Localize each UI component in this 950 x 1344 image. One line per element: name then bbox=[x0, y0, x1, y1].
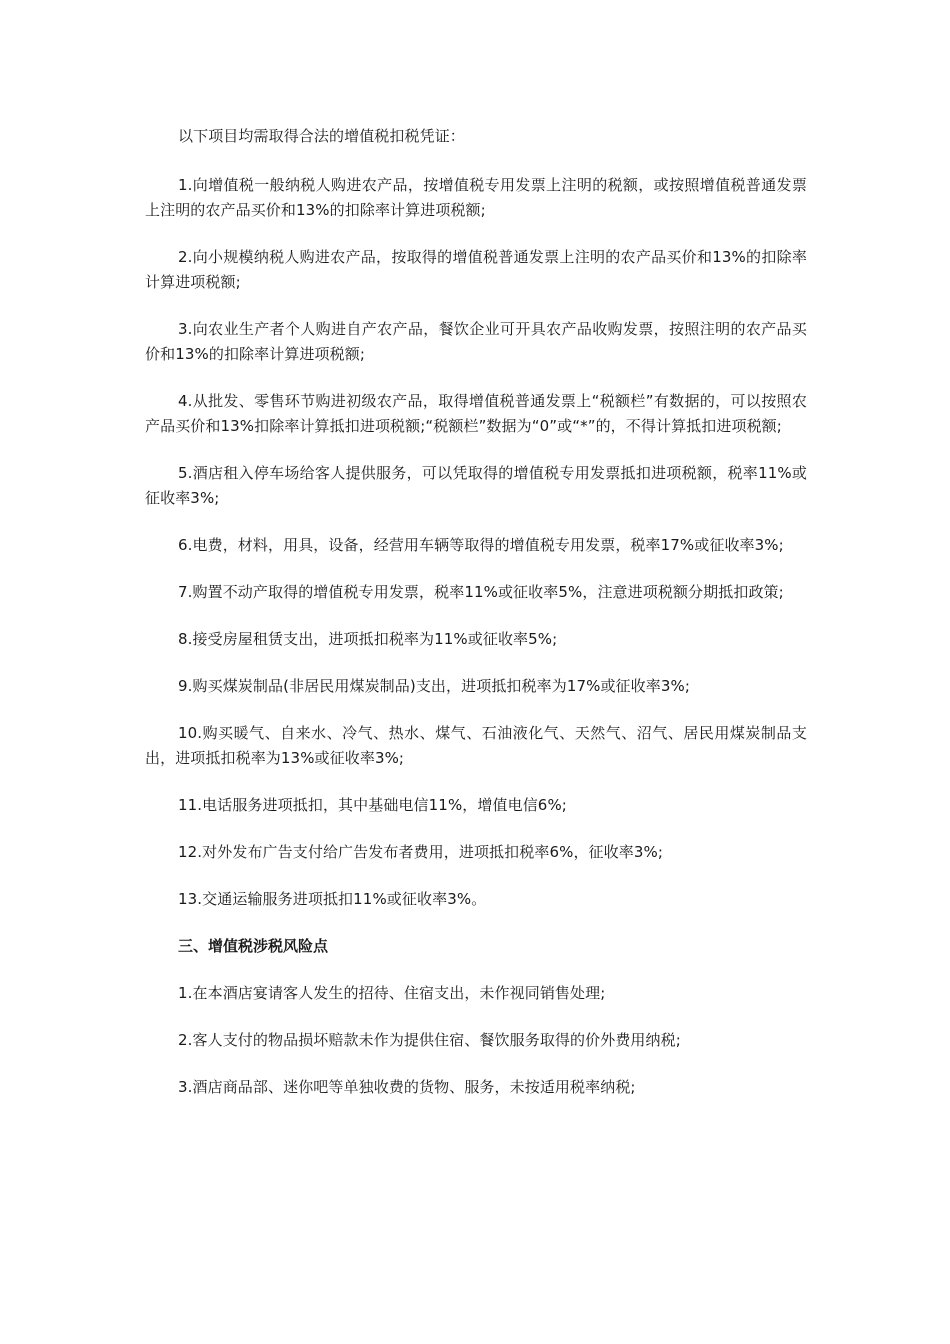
deduction-item-12: 12.对外发布广告支付给广告发布者费用，进项抵扣税率6%，征收率3%; bbox=[178, 843, 664, 861]
risk-item-3: 3.酒店商品部、迷你吧等单独收费的货物、服务，未按适用税率纳税; bbox=[178, 1078, 636, 1096]
deduction-item-5: 5.酒店租入停车场给客人提供服务，可以凭取得的增值税专用发票抵扣进项税额，税率11%或征收率3%; bbox=[145, 464, 807, 507]
document-page bbox=[145, 124, 807, 1122]
risk-item-1: 1.在本酒店宴请客人发生的招待、住宿支出，未作视同销售处理; bbox=[178, 984, 606, 1002]
deduction-item-10: 10.购买暖气、自来水、冷气、热水、煤气、石油液化气、天然气、沼气、居民用煤炭制品支出，进项抵扣税率为13%或征收率3%; bbox=[145, 724, 807, 767]
deduction-item-9: 9.购买煤炭制品(非居民用煤炭制品)支出，进项抵扣税率为17%或征收率3%; bbox=[178, 677, 691, 695]
deduction-item-8: 8.接受房屋租赁支出，进项抵扣税率为11%或征收率5%; bbox=[178, 630, 558, 648]
deduction-item-1: 1.向增值税一般纳税人购进农产品，按增值税专用发票上注明的税额，或按照增值税普通发票上注明的农产品买价和13%的扣除率计算进项税额; bbox=[145, 176, 807, 219]
deduction-item-4: 4.从批发、零售环节购进初级农产品，取得增值税普通发票上“税额栏”有数据的，可以按照农产品买价和13%扣除率计算抵扣进项税额;“税额栏”数据为“0”或“*”的，不得计算抵扣进项税额; bbox=[145, 392, 807, 435]
deduction-item-11: 11.电话服务进项抵扣，其中基础电信11%，增值电信6%; bbox=[178, 796, 567, 814]
intro-paragraph: 以下项目均需取得合法的增值税扣税凭证： bbox=[178, 127, 465, 145]
risk-item-2: 2.客人支付的物品损坏赔款未作为提供住宿、餐饮服务取得的价外费用纳税; bbox=[178, 1031, 681, 1049]
deduction-item-2: 2.向小规模纳税人购进农产品，按取得的增值税普通发票上注明的农产品买价和13%的扣除率计算进项税额; bbox=[145, 248, 807, 291]
deduction-item-3: 3.向农业生产者个人购进自产农产品，餐饮企业可开具农产品收购发票，按照注明的农产品买价和13%的扣除率计算进项税额; bbox=[145, 320, 807, 363]
section-heading: 三、增值税涉税风险点 bbox=[178, 937, 329, 955]
deduction-item-7: 7.购置不动产取得的增值税专用发票，税率11%或征收率5%，注意进项税额分期抵扣政策; bbox=[178, 583, 784, 601]
deduction-item-6: 6.电费，材料，用具，设备，经营用车辆等取得的增值税专用发票，税率17%或征收率3%; bbox=[178, 536, 784, 554]
deduction-item-13: 13.交通运输服务进项抵扣11%或征收率3%。 bbox=[178, 890, 487, 908]
